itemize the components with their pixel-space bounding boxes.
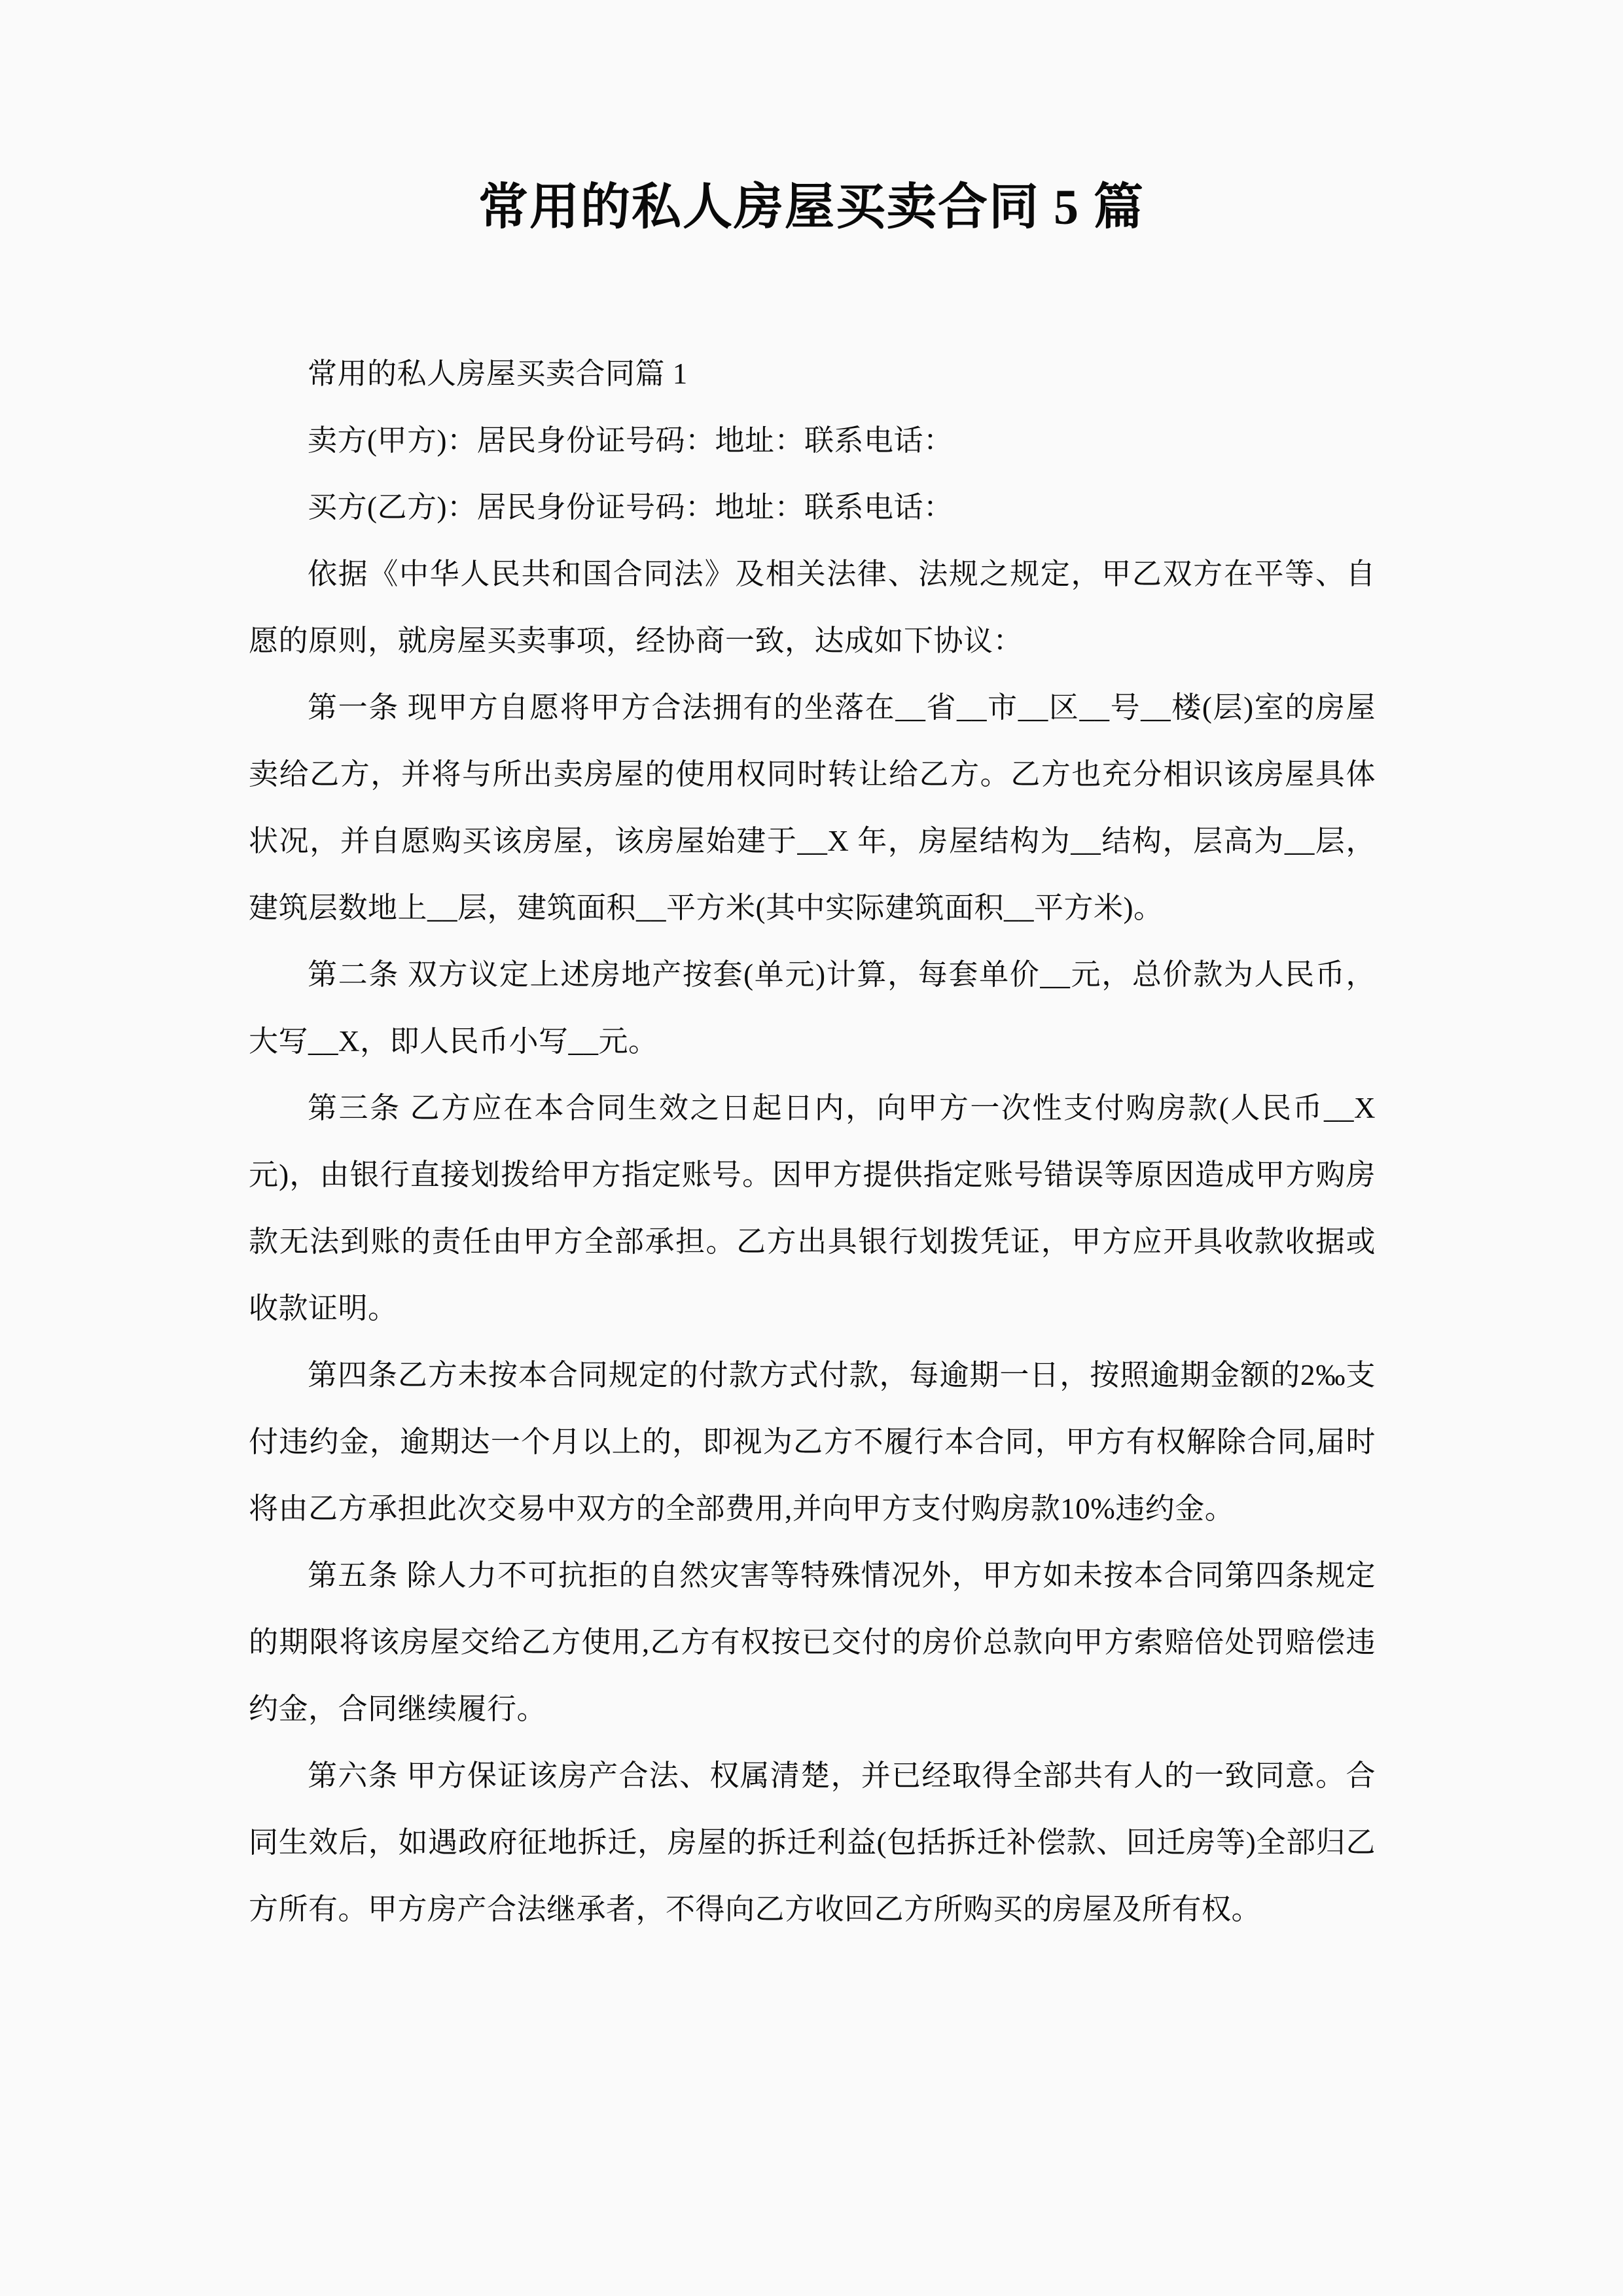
paragraph-section-heading: 常用的私人房屋买卖合同篇 1 [308,357,688,390]
paragraph-party-a: 卖方(甲方)：居民身份证号码：地址：联系电话： [308,424,954,457]
paragraph-article-4: 第四条乙方未按本合同规定的付款方式付款，每逾期一日，按照逾期金额的2‰支付违约金，逾期达一个月以上的，即视为乙方不履行本合同，甲方有权解除合同,届时将由乙方承担此次交易中双方的全部费用,并向甲方支付购房款10%违约金。 [249,1359,1376,1525]
paragraph-article-2: 第二条 双方议定上述房地产按套(单元)计算，每套单价__元，总价款为人民币，大写__X，即人民币小写__元。 [249,958,1376,1058]
paragraph-article-3: 第三条 乙方应在本合同生效之日起日内，向甲方一次性支付购房款(人民币__X 元)，由银行直接划拨给甲方指定账号。因甲方提供指定账号错误等原因造成甲方购房款无法到账的责任由甲方全部承担。乙方出具银行划拨凭证，甲方应开具收款收据或收款证明。 [249,1092,1376,1325]
paragraph-preamble: 依据《中华人民共和国合同法》及相关法律、法规之规定，甲乙双方在平等、自愿的原则，就房屋买卖事项，经协商一致，达成如下协议： [249,558,1376,657]
document-body [249,340,1376,1943]
paragraph-party-b: 买方(乙方)：居民身份证号码：地址：联系电话： [308,491,954,524]
page-title: 常用的私人房屋买卖合同 5 篇 [478,180,1145,235]
paragraph-article-6: 第六条 甲方保证该房产合法、权属清楚，并已经取得全部共有人的一致同意。合同生效后，如遇政府征地拆迁，房屋的拆迁利益(包括拆迁补偿款、回迁房等)全部归乙方所有。甲方房产合法继承者，不得向乙方收回乙方所购买的房屋及所有权。 [249,1759,1376,1926]
paragraph-article-1: 第一条 现甲方自愿将甲方合法拥有的坐落在__省__市__区__号__楼(层)室的房屋卖给乙方，并将与所出卖房屋的使用权同时转让给乙方。乙方也充分相识该房屋具体状况，并自愿购买该房屋，该房屋始建于__X 年，房屋结构为__结构，层高为__层，建筑层数地上__层，建筑面积__平方米(其中实际建筑面积__平方米)。 [249,691,1376,924]
paragraph-article-5: 第五条 除人力不可抗拒的自然灾害等特殊情况外，甲方如未按本合同第四条规定的期限将该房屋交给乙方使用,乙方有权按已交付的房价总款向甲方索赔倍处罚赔偿违约金，合同继续履行。 [249,1559,1376,1725]
